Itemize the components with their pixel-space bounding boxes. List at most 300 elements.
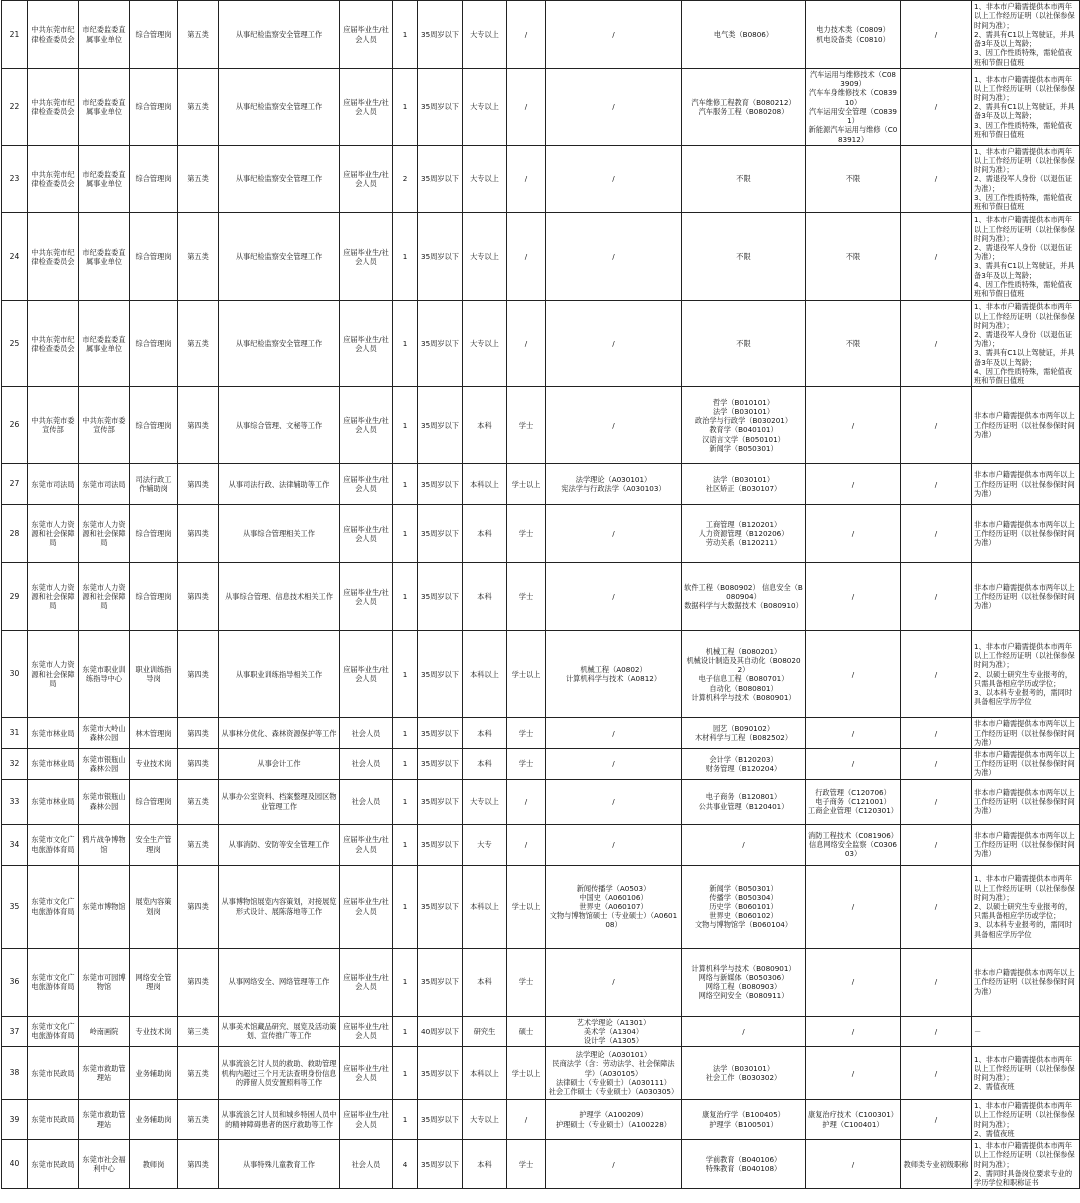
count-cell: 1: [393, 1, 418, 69]
count-cell: 4: [393, 1140, 418, 1189]
duty-cell: 从事纪检监察安全管理工作: [219, 145, 340, 213]
college-major-cell: 康复治疗技术（C100301） 护理（C100401）: [806, 1100, 901, 1140]
count-cell: 1: [393, 779, 418, 824]
count-cell: 1: [393, 69, 418, 146]
graduate-major-cell: /: [546, 145, 682, 213]
college-major-cell: /: [806, 1047, 901, 1100]
other-requirement-cell: /: [901, 748, 972, 779]
table-row: [2, 1100, 1080, 1140]
graduate-major-cell: 法学理论（A030101） 宪法学与行政法学（A030103）: [546, 464, 682, 505]
other-requirement-cell: /: [901, 865, 972, 948]
unit-cell: 东莞市职业训练指导中心: [79, 631, 130, 718]
notes-cell: 1、非本市户籍需提供本市两年以上工作经历证明（以社保参保时间为准）； 2、以硕士研究生专业报考的，只需具备相应学历或学位； 3、以本科专业报考的，需同时具备相应学历学位: [972, 865, 1080, 948]
duty-cell: 从事流浪乞讨人员和城乡特困人员中的精神障碍患者的医疗救助等工作: [219, 1100, 340, 1140]
degree-cell: 学士: [507, 948, 546, 1016]
degree-cell: 学士: [507, 718, 546, 749]
duty-cell: 从事流浪乞讨人员的救助、救助管理机构内超过三个月无法查明身份信息的滞留人员安置照料等工作: [219, 1047, 340, 1100]
other-requirement-cell: /: [901, 464, 972, 505]
notes-cell: 非本市户籍需提供本市两年以上工作经历证明（以社保参保时间为准）: [972, 387, 1080, 464]
education-cell: 大专以上: [463, 213, 507, 301]
num-cell: 33: [2, 779, 28, 824]
college-major-cell: 不限: [806, 301, 901, 387]
table-row: [2, 718, 1080, 749]
table-row: [2, 824, 1080, 865]
college-major-cell: /: [806, 865, 901, 948]
degree-cell: /: [507, 145, 546, 213]
notes-cell: 非本市户籍需提供本市两年以上工作经历证明（以社保参保时间为准）: [972, 748, 1080, 779]
table-row: [2, 779, 1080, 824]
degree-cell: 学士以上: [507, 865, 546, 948]
post-name-cell: 综合管理岗: [130, 779, 178, 824]
department-cell: 东莞市林业局: [28, 718, 79, 749]
notes-cell: 非本市户籍需提供本市两年以上工作经历证明（以社保参保时间为准）: [972, 505, 1080, 563]
college-major-cell: 不限: [806, 213, 901, 301]
table-row: [2, 387, 1080, 464]
age-cell: 35周岁以下: [418, 779, 463, 824]
other-requirement-cell: /: [901, 69, 972, 146]
age-cell: 35周岁以下: [418, 505, 463, 563]
notes-cell: 1、非本市户籍需提供本市两年以上工作经历证明（以社保参保时间为准）； 2、需值夜班: [972, 1047, 1080, 1100]
degree-cell: /: [507, 69, 546, 146]
post-name-cell: 安全生产管理岗: [130, 824, 178, 865]
category-cell: 第五类: [178, 779, 219, 824]
category-cell: 第四类: [178, 865, 219, 948]
education-cell: 本科: [463, 387, 507, 464]
duty-cell: 从事综合管理、文秘等工作: [219, 387, 340, 464]
degree-cell: 硕士: [507, 1016, 546, 1047]
count-cell: 2: [393, 145, 418, 213]
target-cell: 应届毕业生/社会人员: [340, 563, 393, 631]
notes-cell: 1、非本市户籍需提供本市两年以上工作经历证明（以社保参保时间为准）； 2、需具有C1以上驾驶证，并具备3年及以上驾龄； 3、因工作性质特殊，需轮值夜班和节假日值班: [972, 69, 1080, 146]
graduate-major-cell: /: [546, 718, 682, 749]
other-requirement-cell: 教师类专业初级职称: [901, 1140, 972, 1189]
duty-cell: 从事综合管理、信息技术相关工作: [219, 563, 340, 631]
category-cell: 第四类: [178, 631, 219, 718]
graduate-major-cell: 机械工程（A0802） 计算机科学与技术（A0812）: [546, 631, 682, 718]
unit-cell: 东莞市人力资源和社会保障局: [79, 505, 130, 563]
college-major-cell: /: [806, 1140, 901, 1189]
graduate-major-cell: /: [546, 948, 682, 1016]
unit-cell: 市纪委监委直属事业单位: [79, 213, 130, 301]
unit-cell: 东莞市救助管理站: [79, 1100, 130, 1140]
age-cell: 35周岁以下: [418, 464, 463, 505]
notes-cell: 1、非本市户籍需提供本市两年以上工作经历证明（以社保参保时间为准）； 2、需退役军人身份（以退伍证为准）； 3、因工作性质特殊，需轮值夜班和节假日值班: [972, 145, 1080, 213]
category-cell: 第五类: [178, 213, 219, 301]
bachelor-major-cell: 新闻学（B050301） 传播学（B050304） 历史学（B060101） 世界史（B060102） 文物与博物馆学（B060104）: [682, 865, 806, 948]
notes-cell: －: [972, 1016, 1080, 1047]
bachelor-major-cell: 法学（B030101） 社区矫正（B030107）: [682, 464, 806, 505]
department-cell: 东莞市文化广电旅游体育局: [28, 865, 79, 948]
unit-cell: 东莞市博物馆: [79, 865, 130, 948]
other-requirement-cell: /: [901, 718, 972, 749]
college-major-cell: 汽车运用与维修技术（C083909） 汽车车身维修技术（C083910） 汽车运用安全管理（C08391） 新能源汽车运用与维修（C083912）: [806, 69, 901, 146]
department-cell: 中共东莞市纪律检查委员会: [28, 145, 79, 213]
unit-cell: 东莞市银瓶山森林公园: [79, 779, 130, 824]
degree-cell: /: [507, 1, 546, 69]
bachelor-major-cell: 电子商务（B120801） 公共事业管理（B120401）: [682, 779, 806, 824]
graduate-major-cell: 艺术学理论（A1301） 美术学（A1304） 设计学（A1305）: [546, 1016, 682, 1047]
notes-cell: 非本市户籍需提供本市两年以上工作经历证明（以社保参保时间为准）: [972, 563, 1080, 631]
age-cell: 35周岁以下: [418, 301, 463, 387]
notes-cell: 非本市户籍需提供本市两年以上工作经历证明（以社保参保时间为准）: [972, 464, 1080, 505]
count-cell: 1: [393, 464, 418, 505]
education-cell: 大专以上: [463, 1100, 507, 1140]
age-cell: 35周岁以下: [418, 387, 463, 464]
unit-cell: 市纪委监委直属事业单位: [79, 69, 130, 146]
count-cell: 1: [393, 865, 418, 948]
graduate-major-cell: /: [546, 563, 682, 631]
bachelor-major-cell: 汽车维修工程教育（B080212） 汽车服务工程（B080208）: [682, 69, 806, 146]
post-name-cell: 专业技术岗: [130, 748, 178, 779]
duty-cell: 从事综合管理相关工作: [219, 505, 340, 563]
table-row: [2, 145, 1080, 213]
category-cell: 第四类: [178, 748, 219, 779]
college-major-cell: /: [806, 631, 901, 718]
notes-cell: 1、非本市户籍需提供本市两年以上工作经历证明（以社保参保时间为准）； 2、需具有C1以上驾驶证，并具备3年及以上驾龄； 3、因工作性质特殊，需轮值夜班和节假日值班: [972, 1, 1080, 69]
other-requirement-cell: /: [901, 779, 972, 824]
duty-cell: 从事会计工作: [219, 748, 340, 779]
bachelor-major-cell: 软件工程（B080902） 信息安全（B080904） 数据科学与大数据技术（B080910）: [682, 563, 806, 631]
other-requirement-cell: /: [901, 1, 972, 69]
department-cell: 东莞市民政局: [28, 1100, 79, 1140]
graduate-major-cell: /: [546, 213, 682, 301]
post-name-cell: 综合管理岗: [130, 387, 178, 464]
table-row: [2, 301, 1080, 387]
degree-cell: /: [507, 779, 546, 824]
education-cell: 本科: [463, 1140, 507, 1189]
num-cell: 27: [2, 464, 28, 505]
age-cell: 35周岁以下: [418, 563, 463, 631]
bachelor-major-cell: /: [682, 1016, 806, 1047]
target-cell: 应届毕业生/社会人员: [340, 301, 393, 387]
target-cell: 应届毕业生/社会人员: [340, 387, 393, 464]
age-cell: 35周岁以下: [418, 824, 463, 865]
duty-cell: 从事纪检监察安全管理工作: [219, 69, 340, 146]
bachelor-major-cell: 园艺（B090102） 木材科学与工程（B082502）: [682, 718, 806, 749]
num-cell: 32: [2, 748, 28, 779]
bachelor-major-cell: 法学（B030101） 社会工作（B030302）: [682, 1047, 806, 1100]
post-name-cell: 教师岗: [130, 1140, 178, 1189]
department-cell: 东莞市人力资源和社会保障局: [28, 505, 79, 563]
education-cell: 大专以上: [463, 145, 507, 213]
table-row: [2, 631, 1080, 718]
duty-cell: 从事林分优化、森林资源保护等工作: [219, 718, 340, 749]
unit-cell: 市纪委监委直属事业单位: [79, 145, 130, 213]
education-cell: 大专以上: [463, 779, 507, 824]
bachelor-major-cell: 康复治疗学（B100405） 护理学（B100501）: [682, 1100, 806, 1140]
table-row: [2, 865, 1080, 948]
category-cell: 第五类: [178, 145, 219, 213]
unit-cell: 市纪委监委直属事业单位: [79, 1, 130, 69]
bachelor-major-cell: 不限: [682, 213, 806, 301]
department-cell: 中共东莞市纪律检查委员会: [28, 1, 79, 69]
education-cell: 本科以上: [463, 464, 507, 505]
graduate-major-cell: 法学理论（A030101） 民商法学（含：劳动法学、社会保障法学）（A030105） 法律硕士（专业硕士）（A030111） 社会工作硕士（专业硕士）（A030305）: [546, 1047, 682, 1100]
degree-cell: /: [507, 301, 546, 387]
unit-cell: 岭南画院: [79, 1016, 130, 1047]
unit-cell: 东莞市大岭山森林公园: [79, 718, 130, 749]
post-name-cell: 展览内容策划岗: [130, 865, 178, 948]
count-cell: 1: [393, 824, 418, 865]
target-cell: 社会人员: [340, 748, 393, 779]
table-row: [2, 1047, 1080, 1100]
college-major-cell: 行政管理（C120706） 电子商务（C121001） 工商企业管理（C120301）: [806, 779, 901, 824]
age-cell: 35周岁以下: [418, 748, 463, 779]
graduate-major-cell: /: [546, 387, 682, 464]
category-cell: 第五类: [178, 1047, 219, 1100]
table-row: [2, 1, 1080, 69]
college-major-cell: /: [806, 464, 901, 505]
department-cell: 东莞市林业局: [28, 779, 79, 824]
category-cell: 第五类: [178, 1, 219, 69]
target-cell: 应届毕业生/社会人员: [340, 1, 393, 69]
age-cell: 35周岁以下: [418, 865, 463, 948]
other-requirement-cell: /: [901, 1016, 972, 1047]
college-major-cell: 电力技术类（C0809） 机电设备类（C0810）: [806, 1, 901, 69]
target-cell: 应届毕业生/社会人员: [340, 1100, 393, 1140]
num-cell: 22: [2, 69, 28, 146]
category-cell: 第五类: [178, 69, 219, 146]
category-cell: 第四类: [178, 948, 219, 1016]
post-name-cell: 综合管理岗: [130, 69, 178, 146]
notes-cell: 非本市户籍需提供本市两年以上工作经历证明（以社保参保时间为准）: [972, 718, 1080, 749]
other-requirement-cell: /: [901, 213, 972, 301]
num-cell: 40: [2, 1140, 28, 1189]
bachelor-major-cell: 哲学（B010101） 法学（B030101） 政治学与行政学（B030201） 教育学（B040101） 汉语言文学（B050101） 新闻学（B050301）: [682, 387, 806, 464]
age-cell: 35周岁以下: [418, 1047, 463, 1100]
duty-cell: 从事司法行政、法律辅助等工作: [219, 464, 340, 505]
category-cell: 第五类: [178, 824, 219, 865]
num-cell: 39: [2, 1100, 28, 1140]
table-row: [2, 1016, 1080, 1047]
unit-cell: 鸦片战争博物馆: [79, 824, 130, 865]
other-requirement-cell: /: [901, 948, 972, 1016]
notes-cell: 非本市户籍需提供本市两年以上工作经历证明（以社保参保时间为准）: [972, 948, 1080, 1016]
age-cell: 35周岁以下: [418, 213, 463, 301]
target-cell: 应届毕业生/社会人员: [340, 69, 393, 146]
notes-cell: 1、非本市户籍需提供本市两年以上工作经历证明（以社保参保时间为准）； 2、以硕士研究生专业报考的，只需具备相应学历或学位； 3、以本科专业报考的，需同时具备相应学历学位: [972, 631, 1080, 718]
num-cell: 26: [2, 387, 28, 464]
age-cell: 35周岁以下: [418, 1, 463, 69]
duty-cell: 从事纪检监察安全管理工作: [219, 1, 340, 69]
department-cell: 东莞市文化广电旅游体育局: [28, 824, 79, 865]
other-requirement-cell: /: [901, 824, 972, 865]
college-major-cell: /: [806, 718, 901, 749]
category-cell: 第四类: [178, 718, 219, 749]
education-cell: 大专以上: [463, 69, 507, 146]
post-name-cell: 林木管理岗: [130, 718, 178, 749]
target-cell: 应届毕业生/社会人员: [340, 1047, 393, 1100]
recruitment-table: [1, 0, 1080, 1189]
graduate-major-cell: 护理学（A100209） 护理硕士（专业硕士）（A100228）: [546, 1100, 682, 1140]
notes-cell: 1、非本市户籍需提供本市两年以上工作经历证明（以社保参保时间为准）； 2、需退役军人身份（以退伍证为准）； 3、需具有C1以上驾驶证，并具备3年及以上驾龄； 4、因工作性质特殊，需轮值夜班和节假日值班: [972, 213, 1080, 301]
bachelor-major-cell: 会计学（B120203） 财务管理（B120204）: [682, 748, 806, 779]
unit-cell: 东莞市可园博物馆: [79, 948, 130, 1016]
notes-cell: 非本市户籍需提供本市两年以上工作经历证明（以社保参保时间为准）: [972, 779, 1080, 824]
bachelor-major-cell: 学前教育（B040106） 特殊教育（B040108）: [682, 1140, 806, 1189]
table-row: [2, 948, 1080, 1016]
target-cell: 社会人员: [340, 779, 393, 824]
notes-cell: 非本市户籍需提供本市两年以上工作经历证明（以社保参保时间为准）: [972, 824, 1080, 865]
education-cell: 大专以上: [463, 301, 507, 387]
graduate-major-cell: 新闻传播学（A0503） 中国史（A060106） 世界史（A060107） 文物与博物馆硕士（专业硕士）（A060108）: [546, 865, 682, 948]
num-cell: 23: [2, 145, 28, 213]
department-cell: 中共东莞市委宣传部: [28, 387, 79, 464]
graduate-major-cell: /: [546, 301, 682, 387]
degree-cell: 学士以上: [507, 631, 546, 718]
count-cell: 1: [393, 948, 418, 1016]
graduate-major-cell: /: [546, 779, 682, 824]
target-cell: 社会人员: [340, 718, 393, 749]
post-name-cell: 综合管理岗: [130, 301, 178, 387]
education-cell: 本科以上: [463, 631, 507, 718]
unit-cell: 市纪委监委直属事业单位: [79, 301, 130, 387]
department-cell: 东莞市司法局: [28, 464, 79, 505]
target-cell: 应届毕业生/社会人员: [340, 1016, 393, 1047]
duty-cell: 从事特殊儿童教育工作: [219, 1140, 340, 1189]
post-name-cell: 网络安全管理岗: [130, 948, 178, 1016]
post-name-cell: 综合管理岗: [130, 213, 178, 301]
department-cell: 中共东莞市纪律检查委员会: [28, 69, 79, 146]
target-cell: 应届毕业生/社会人员: [340, 464, 393, 505]
unit-cell: 中共东莞市委宣传部: [79, 387, 130, 464]
count-cell: 1: [393, 1100, 418, 1140]
department-cell: 东莞市人力资源和社会保障局: [28, 563, 79, 631]
graduate-major-cell: /: [546, 1, 682, 69]
education-cell: 本科: [463, 505, 507, 563]
bachelor-major-cell: 机械工程（B080201） 机械设计制造及其自动化（B080202） 电子信息工程（B080701） 自动化（B080801） 计算机科学与技术（B080901）: [682, 631, 806, 718]
education-cell: 本科: [463, 748, 507, 779]
category-cell: 第四类: [178, 563, 219, 631]
duty-cell: 从事消防、安防等安全管理工作: [219, 824, 340, 865]
graduate-major-cell: /: [546, 748, 682, 779]
college-major-cell: /: [806, 387, 901, 464]
department-cell: 中共东莞市纪律检查委员会: [28, 213, 79, 301]
table-row: [2, 464, 1080, 505]
duty-cell: 从事纪检监察安全管理工作: [219, 301, 340, 387]
college-major-cell: 消防工程技术（C081906） 信息网络安全监察（C030603）: [806, 824, 901, 865]
degree-cell: 学士: [507, 505, 546, 563]
num-cell: 28: [2, 505, 28, 563]
age-cell: 35周岁以下: [418, 145, 463, 213]
duty-cell: 从事纪检监察安全管理工作: [219, 213, 340, 301]
bachelor-major-cell: /: [682, 824, 806, 865]
college-major-cell: /: [806, 748, 901, 779]
college-major-cell: /: [806, 563, 901, 631]
education-cell: 本科: [463, 948, 507, 1016]
notes-cell: 1、非本市户籍需提供本市两年以上工作经历证明（以社保参保时间为准）； 2、需值夜班: [972, 1100, 1080, 1140]
department-cell: 东莞市林业局: [28, 748, 79, 779]
graduate-major-cell: /: [546, 824, 682, 865]
post-name-cell: 综合管理岗: [130, 145, 178, 213]
num-cell: 38: [2, 1047, 28, 1100]
bachelor-major-cell: 工商管理（B120201） 人力资源管理（B120206） 劳动关系（B120211）: [682, 505, 806, 563]
education-cell: 本科以上: [463, 1047, 507, 1100]
target-cell: 应届毕业生/社会人员: [340, 505, 393, 563]
unit-cell: 东莞市银瓶山森林公园: [79, 748, 130, 779]
table-row: [2, 1140, 1080, 1189]
age-cell: 35周岁以下: [418, 718, 463, 749]
num-cell: 37: [2, 1016, 28, 1047]
post-name-cell: 业务辅助岗: [130, 1100, 178, 1140]
department-cell: 东莞市文化广电旅游体育局: [28, 948, 79, 1016]
post-name-cell: 综合管理岗: [130, 505, 178, 563]
graduate-major-cell: /: [546, 505, 682, 563]
department-cell: 东莞市民政局: [28, 1140, 79, 1189]
degree-cell: 学士: [507, 387, 546, 464]
education-cell: 大专: [463, 824, 507, 865]
count-cell: 1: [393, 563, 418, 631]
count-cell: 1: [393, 748, 418, 779]
target-cell: 应届毕业生/社会人员: [340, 865, 393, 948]
target-cell: 社会人员: [340, 1140, 393, 1189]
other-requirement-cell: /: [901, 505, 972, 563]
table-row: [2, 69, 1080, 146]
num-cell: 25: [2, 301, 28, 387]
department-cell: 东莞市人力资源和社会保障局: [28, 631, 79, 718]
target-cell: 应届毕业生/社会人员: [340, 948, 393, 1016]
count-cell: 1: [393, 301, 418, 387]
degree-cell: /: [507, 1100, 546, 1140]
age-cell: 35周岁以下: [418, 1100, 463, 1140]
count-cell: 1: [393, 505, 418, 563]
num-cell: 30: [2, 631, 28, 718]
bachelor-major-cell: 电气类（B0806）: [682, 1, 806, 69]
education-cell: 本科: [463, 718, 507, 749]
duty-cell: 从事网络安全、网络管理等工作: [219, 948, 340, 1016]
other-requirement-cell: /: [901, 387, 972, 464]
other-requirement-cell: /: [901, 1047, 972, 1100]
age-cell: 35周岁以下: [418, 948, 463, 1016]
target-cell: 应届毕业生/社会人员: [340, 631, 393, 718]
category-cell: 第五类: [178, 1100, 219, 1140]
bachelor-major-cell: 计算机科学与技术（B080901） 网络与新媒体（B050306） 网络工程（B080903） 网络空间安全（B080911）: [682, 948, 806, 1016]
num-cell: 35: [2, 865, 28, 948]
table-row: [2, 563, 1080, 631]
unit-cell: 东莞市救助管理站: [79, 1047, 130, 1100]
count-cell: 1: [393, 1047, 418, 1100]
duty-cell: 从事办公室资料、档案整理及园区物业管理工作: [219, 779, 340, 824]
table-body: [2, 1, 1080, 1189]
college-major-cell: /: [806, 1016, 901, 1047]
num-cell: 24: [2, 213, 28, 301]
duty-cell: 从事职业训练指导相关工作: [219, 631, 340, 718]
count-cell: 1: [393, 387, 418, 464]
education-cell: 大专以上: [463, 1, 507, 69]
education-cell: 研究生: [463, 1016, 507, 1047]
other-requirement-cell: /: [901, 301, 972, 387]
post-name-cell: 综合管理岗: [130, 563, 178, 631]
table-row: [2, 505, 1080, 563]
degree-cell: 学士: [507, 1140, 546, 1189]
degree-cell: 学士: [507, 563, 546, 631]
college-major-cell: 不限: [806, 145, 901, 213]
target-cell: 应届毕业生/社会人员: [340, 213, 393, 301]
other-requirement-cell: /: [901, 631, 972, 718]
notes-cell: 1、非本市户籍需提供本市两年以上工作经历证明（以社保参保时间为准）； 2、需退役军人身份（以退伍证为准）； 3、需具有C1以上驾驶证，并具备3年及以上驾龄； 4、因工作性质特殊，需轮值夜班和节假日值班: [972, 301, 1080, 387]
post-name-cell: 专业技术岗: [130, 1016, 178, 1047]
post-name-cell: 司法行政工作辅助岗: [130, 464, 178, 505]
age-cell: 40周岁以下: [418, 1016, 463, 1047]
category-cell: 第五类: [178, 301, 219, 387]
category-cell: 第四类: [178, 1140, 219, 1189]
target-cell: 应届毕业生/社会人员: [340, 145, 393, 213]
duty-cell: 从事博物馆展览内容策划，对接展览形式设计、展陈落地等工作: [219, 865, 340, 948]
num-cell: 36: [2, 948, 28, 1016]
other-requirement-cell: /: [901, 145, 972, 213]
bachelor-major-cell: 不限: [682, 145, 806, 213]
category-cell: 第三类: [178, 1016, 219, 1047]
